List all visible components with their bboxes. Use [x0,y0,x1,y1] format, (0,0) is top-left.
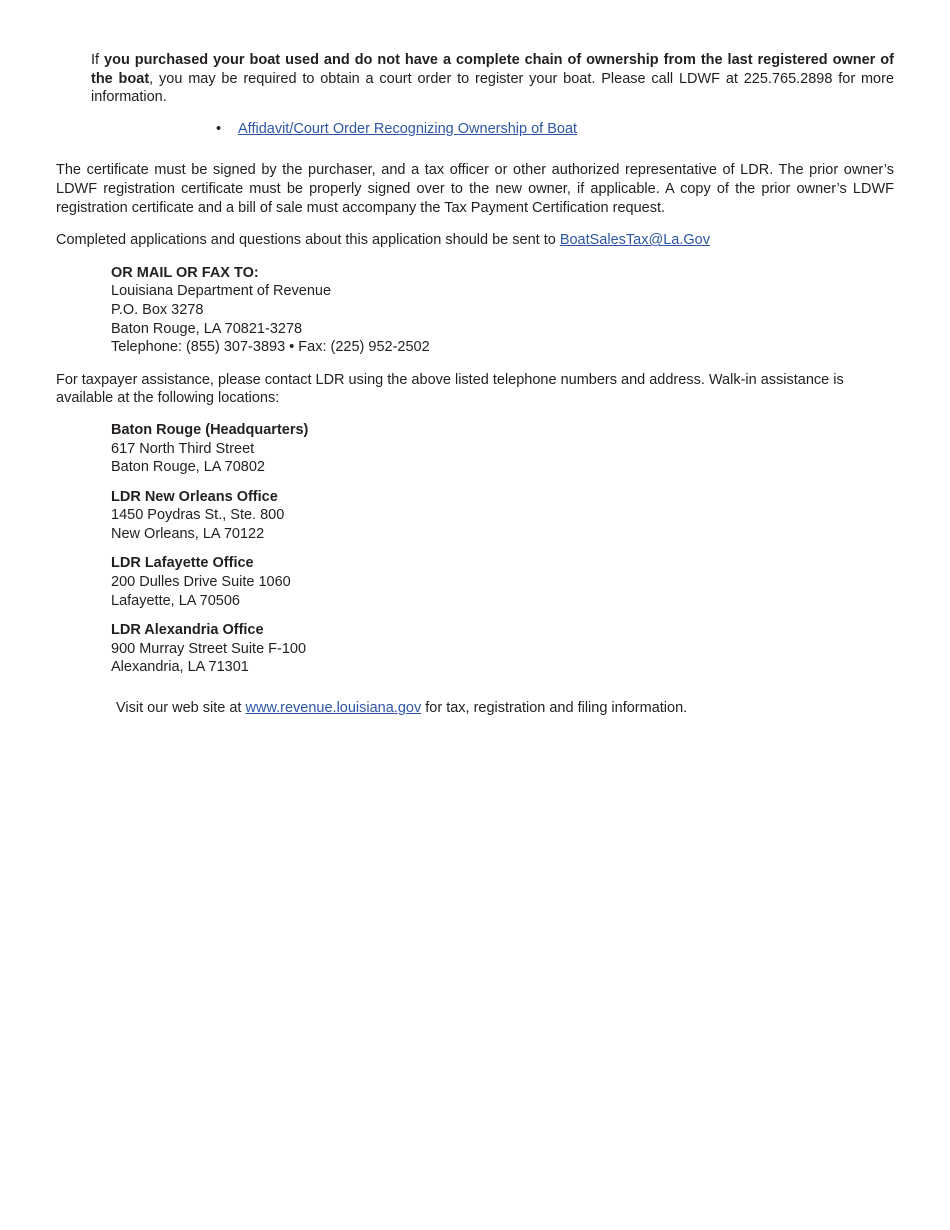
office-baton-rouge [111,421,894,477]
mail-po-box: P.O. Box 3278 [111,301,204,318]
ownership-notice [91,51,894,138]
ownership-notice-paragraph [91,51,894,107]
list-item [218,120,894,139]
office-name: LDR Alexandria Office [111,622,264,639]
website-prefix: Visit our web site at [116,700,246,717]
revenue-website-link[interactable]: www.revenue.louisiana.gov [245,700,422,717]
bullet-icon: • [216,120,222,137]
assistance-paragraph: For taxpayer assistance, please contact LDR using the above listed telephone numbers and address. Walk-in assistance is available at the following locations: [56,371,844,407]
office-city: Alexandria, LA 71301 [111,659,249,676]
office-new-orleans [111,488,894,544]
office-name: LDR Lafayette Office [111,555,254,572]
website-paragraph [116,699,894,718]
mail-heading: OR MAIL OR FAX TO: [111,264,259,281]
ownership-notice-prefix: If [91,52,105,68]
office-name: LDR New Orleans Office [111,488,278,505]
office-city: Baton Rouge, LA 70802 [111,459,265,476]
mail-city: Baton Rouge, LA 70821-3278 [111,320,303,337]
mail-phone-fax: Telephone: (855) 307-3893 • Fax: (225) 952-2502 [111,339,430,356]
ownership-notice-suffix: , you may be required to obtain a court order to register your boat. Please call LDWF at 225.765.2898 for more information. [91,70,894,106]
certificate-paragraph: The certificate must be signed by the purchaser, and a tax officer or other authorized representative of LDR. The prior owner’s LDWF registration certificate must be properly signed over to the new owner, if applicable. A copy of the prior owner’s LDWF registration certificate and a bill of sale must accompany the Tax Payment Certification request. [56,162,894,216]
affidavit-court-order-link[interactable]: Affidavit/Court Order Recognizing Ownership of Boat [238,120,578,137]
applications-paragraph [56,231,894,250]
ownership-notice-bold-text: you purchased your boat used and do not have a complete chain of ownership from the last registered owner of the boat [91,52,894,87]
office-street: 617 North Third Street [111,440,255,457]
office-alexandria [111,621,894,677]
office-street: 1450 Poydras St., Ste. 800 [111,507,285,524]
office-street: 200 Dulles Drive Suite 1060 [111,574,291,591]
document-page [56,51,894,718]
applications-text: Completed applications and questions about this application should be sent to [56,232,560,249]
office-city: Lafayette, LA 70506 [111,592,240,609]
website-suffix: for tax, registration and filing information. [421,700,688,717]
office-list [111,421,894,677]
mail-org: Louisiana Department of Revenue [111,283,332,300]
office-name: Baton Rouge (Headquarters) [111,421,309,438]
office-lafayette [111,554,894,610]
boat-sales-tax-email-link[interactable]: BoatSalesTax@La.Gov [559,232,710,249]
office-city: New Orleans, LA 70122 [111,525,265,542]
office-street: 900 Murray Street Suite F-100 [111,640,307,657]
form-link-list [91,120,894,139]
mail-address-block [111,264,894,357]
